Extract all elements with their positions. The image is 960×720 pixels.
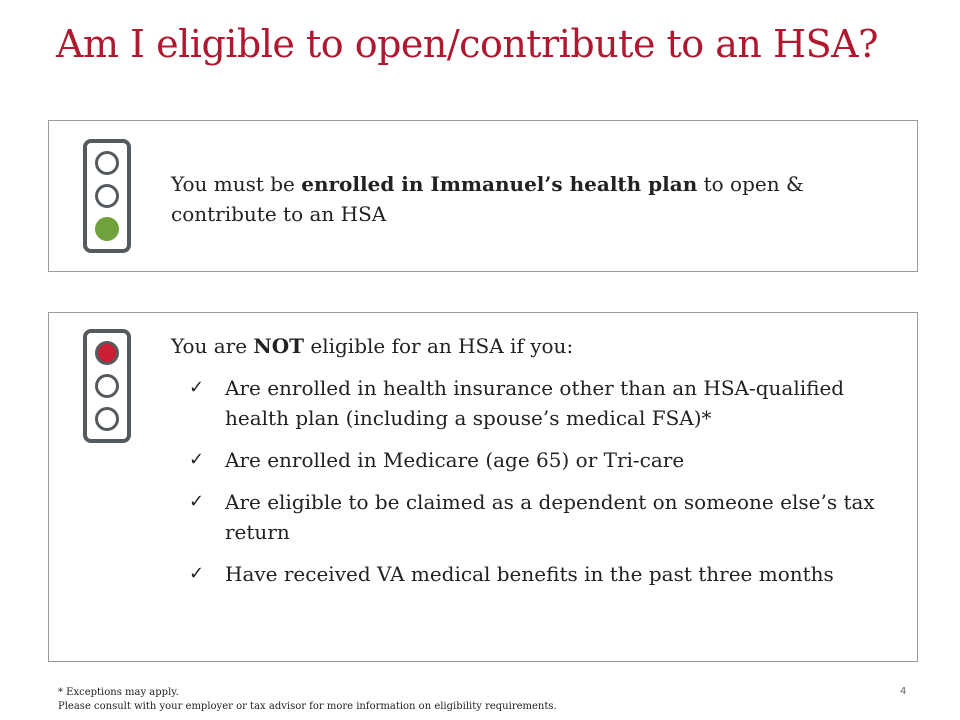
list-item: [189, 559, 889, 589]
requirement-text-b: to open & contribute to an HSA: [171, 172, 804, 226]
list-item: [189, 487, 889, 547]
footnote-line-1: * Exceptions may apply.: [58, 687, 179, 698]
lamp-top: [95, 151, 119, 175]
slide-title: Am I eligible to open/contribute to an HSA?: [56, 22, 878, 66]
requirement-text-a: You must be: [171, 172, 302, 196]
footnote: [58, 686, 557, 714]
footnote-line-2: Please consult with your employer or tax advisor for more information on eligibility requirements.: [58, 701, 557, 712]
lamp-top-red: [95, 341, 119, 365]
checkmark-icon: ✓: [189, 563, 205, 584]
checkmark-icon: ✓: [189, 377, 205, 398]
ineligibility-panel: [48, 312, 918, 662]
lead-text-bold: NOT: [253, 334, 305, 358]
lamp-middle: [95, 184, 119, 208]
lead-text-a: You are: [171, 334, 254, 358]
list-item-text: Are enrolled in Medicare (age 65) or Tri-care: [225, 448, 685, 472]
lead-text-b: eligible for an HSA if you:: [304, 334, 574, 358]
traffic-light-red-icon: [83, 329, 131, 443]
checkmark-icon: ✓: [189, 449, 205, 470]
list-item: [189, 445, 889, 475]
ineligibility-list: [189, 373, 889, 601]
list-item: [189, 373, 889, 433]
traffic-light-green-icon: [83, 139, 131, 253]
lamp-middle: [95, 374, 119, 398]
lamp-bottom-green: [95, 217, 119, 241]
ineligibility-lead: [171, 331, 573, 361]
lamp-bottom: [95, 407, 119, 431]
list-item-text: Are eligible to be claimed as a dependent on someone else’s tax return: [225, 490, 875, 544]
requirement-text: [171, 169, 871, 229]
requirement-text-bold: enrolled in Immanuel’s health plan: [301, 172, 698, 196]
enrollment-requirement-panel: [48, 120, 918, 272]
list-item-text: Have received VA medical benefits in the past three months: [225, 562, 834, 586]
list-item-text: Are enrolled in health insurance other than an HSA-qualified health plan (including a spouse’s medical FSA)*: [225, 376, 845, 430]
page-number: 4: [900, 686, 907, 697]
checkmark-icon: ✓: [189, 491, 205, 512]
